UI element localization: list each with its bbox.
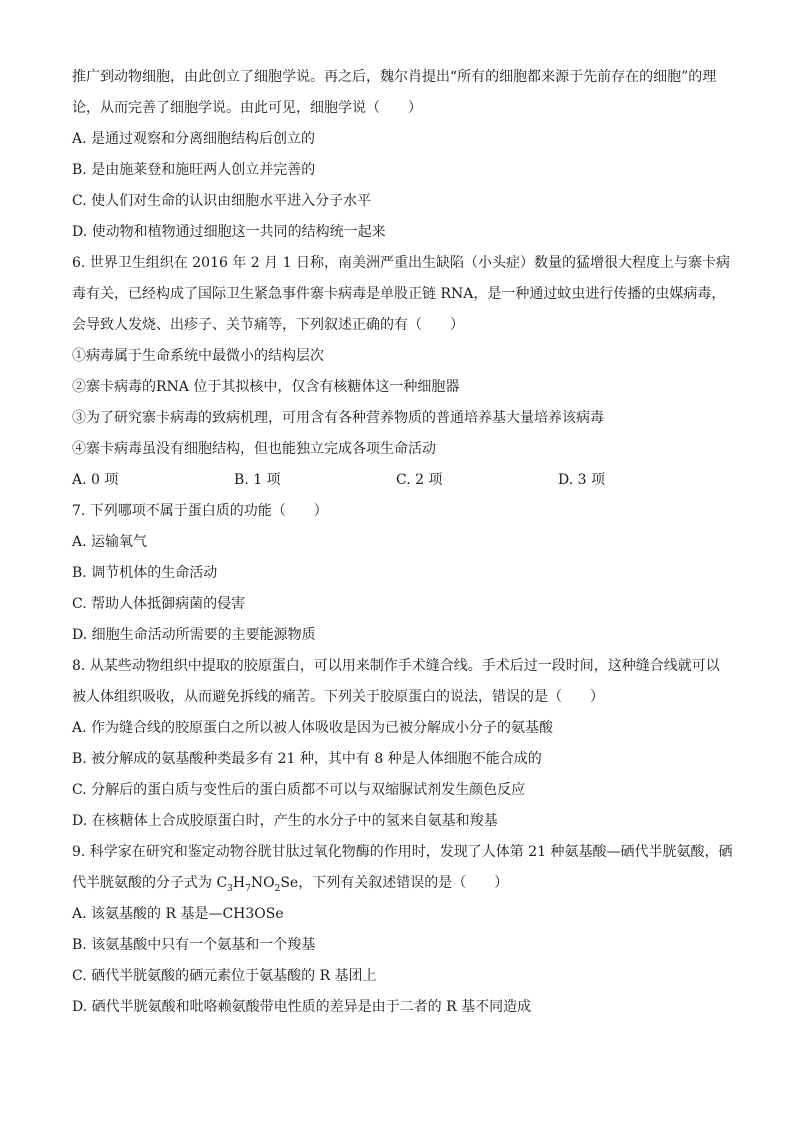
q7-option-d: D. 细胞生命活动所需要的主要能源物质 [72,627,316,643]
q8-stem-line-1: 8. 从某些动物组织中提取的胶原蛋白，可以用来制作手术缝合线。手术后过一段时间，这种缝合线就可以 [72,658,720,674]
q6-stem-line-1: 6. 世界卫生组织在 2016 年 2 月 1 日称，南美洲严重出生缺陷（小头症）数量的猛增很大程度上与寨卡病 [72,255,730,271]
q9-option-d: D. 硒代半胱氨酸和吡咯赖氨酸带电性质的差异是由于二者的 R 基不同造成 [72,999,532,1015]
q8-option-b: B. 被分解成的氨基酸种类最多有 21 种，其中有 8 种是人体细胞不能合成的 [72,751,542,767]
q8-stem-line-2: 被人体组织吸收，从而避免拆线的痛苦。下列关于胶原蛋白的说法，错误的是（ ） [72,689,604,705]
q9-stem-line-1: 9. 科学家在研究和鉴定动物谷胱甘肽过氧化物酶的作用时，发现了人体第 21 种氨基酸—硒代半胱氨酸，硒 [72,844,733,860]
q6-option-d: D. 3 项 [558,472,605,488]
q7-option-a: A. 运输氧气 [72,534,148,550]
q6-statement-1: ①病毒属于生命系统中最微小的结构层次 [72,348,324,364]
q7-option-c: C. 帮助人体抵御病菌的侵害 [72,596,246,612]
q9-line2-suffix: ，下列有关叙述错误的是（ ） [298,875,509,891]
q8-option-c: C. 分解后的蛋白质与变性后的蛋白质都不可以与双缩脲试剂发生颜色反应 [72,782,526,798]
q6-option-b: B. 1 项 [234,472,281,488]
q9-stem-line-2 [72,868,732,899]
q6-options [72,465,732,496]
intro-line-1: 推广到动物细胞，由此创立了细胞学说。再之后，魏尔肖提出“所有的细胞都来源于先前存在的细胞”的理 [72,69,717,85]
q6-option-c: C. 2 项 [396,472,443,488]
q6-stem-line-3: 会导致人发烧、出疹子、关节痛等，下列叙述正确的有（ ） [72,317,464,333]
intro-option-b: B. 是由施莱登和施旺两人创立并完善的 [72,162,316,178]
intro-option-c: C. 使人们对生命的认识由细胞水平进入分子水平 [72,193,372,209]
q6-option-a: A. 0 项 [72,472,119,488]
intro-option-a: A. 是通过观察和分离细胞结构后创立的 [72,131,316,147]
intro-line-2: 论，从而完善了细胞学说。由此可见，细胞学说（ ） [72,100,422,116]
q9-line2-prefix: 代半胱氨酸的分子式为 [72,875,217,891]
q9-option-c: C. 硒代半胱氨酸的硒元素位于氨基酸的 R 基团上 [72,968,377,984]
q7-stem: 7. 下列哪项不属于蛋白质的功能（ ） [72,503,328,519]
intro-option-d: D. 使动物和植物通过细胞这一共同的结构统一起来 [72,224,386,240]
q8-option-a: A. 作为缝合线的胶原蛋白之所以被人体吸收是因为已被分解成小分子的氨基酸 [72,720,554,736]
document-page [72,62,732,1023]
q6-statement-3: ③为了研究寨卡病毒的致病机理，可用含有各种营养物质的普通培养基大量培养该病毒 [72,410,604,426]
q9-option-b: B. 该氨基酸中只有一个氨基和一个羧基 [72,937,316,953]
q6-stem-line-2: 毒有关，已经构成了国际卫生紧急事件寨卡病毒是单股正链 RNA，是一种通过蚊虫进行传播的虫媒病毒， [72,286,726,302]
q8-option-d: D. 在核糖体上合成胶原蛋白时，产生的水分子中的氢来自氨基和羧基 [72,813,498,829]
q6-statement-2: ②寨卡病毒的RNA 位于其拟核中，仅含有核糖体这一种细胞器 [72,379,460,395]
q6-statement-4: ④寨卡病毒虽没有细胞结构，但也能独立完成各项生命活动 [72,441,436,457]
q9-option-a: A. 该氨基酸的 R 基是—CH3OSe [72,906,284,922]
molecular-formula: $C_3H_7NO_2Se$ [216,875,299,894]
q7-option-b: B. 调节机体的生命活动 [72,565,218,581]
